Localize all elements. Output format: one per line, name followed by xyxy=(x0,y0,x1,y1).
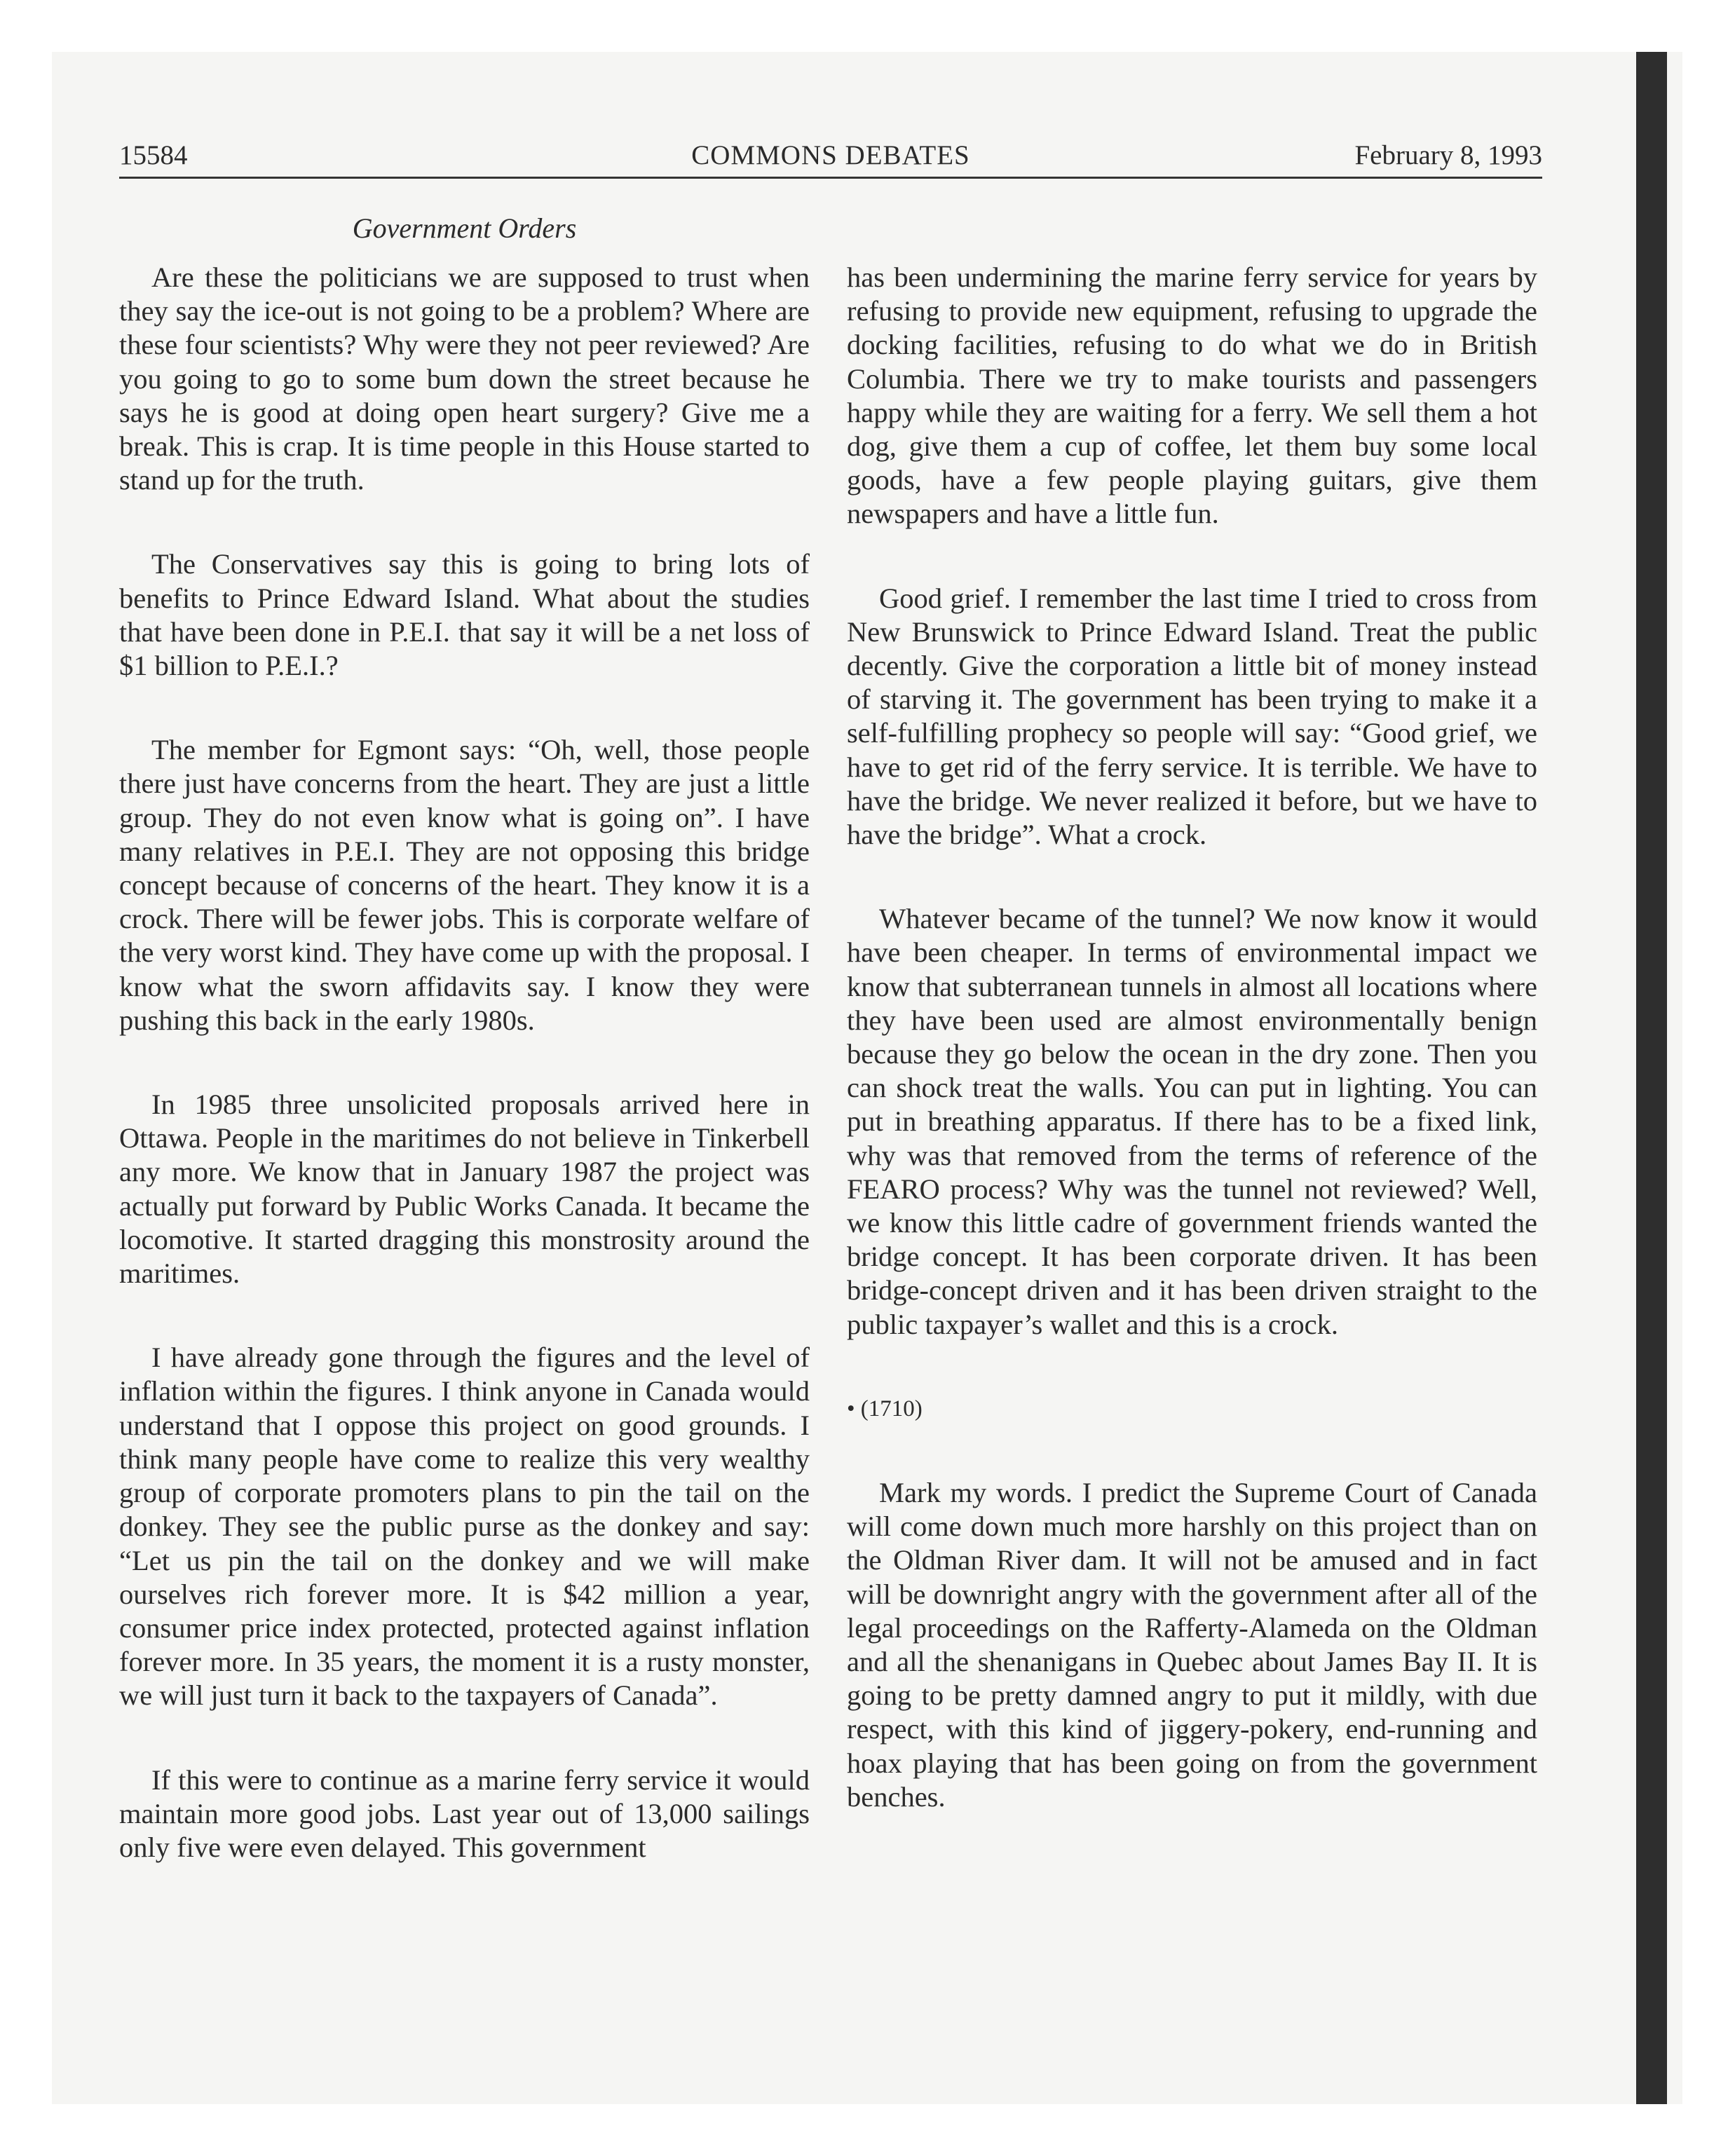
section-title: Government Orders xyxy=(352,212,577,244)
scan-edge-shadow xyxy=(1636,52,1667,2104)
paragraph: has been undermining the marine ferry service for years by refusing to provide new equipment, refusing to upgrade the docking facilities, refusing to do what we do in British Columbia. There we try to make tourists and passengers happy while they are waiting for a ferry. We sell them a hot dog, give them a cup of coffee, let them buy some local goods, have a few people playing guitars, give them newspapers and have a little fun. xyxy=(847,261,1537,530)
publication-title: COMMONS DEBATES xyxy=(691,140,970,170)
page-number: 15584 xyxy=(119,140,188,170)
time-marker: • (1710) xyxy=(847,1396,923,1421)
paragraph: Are these the politicians we are supposed to trust when they say the ice-out is not going to be a problem? Where are these four scientists? Why were they not peer reviewed? Are you going to go to some bum down the street because he says he is good at doing open heart surgery? Give me a break. This is crap. It is time people in this House started to stand up for the truth. xyxy=(119,261,810,496)
paragraph: Mark my words. I predict the Supreme Court of Canada will come down much more harshly on this project than on the Oldman River dam. It will not be amused and in fact will be downright angry with the government after all of the legal proceedings on the Rafferty-Alameda on the Oldman and all the shenanigans in Quebec about James Bay II. It is going to be pretty damned angry to put it mildly, with due respect, with this kind of jiggery-pokery, end-running and hoax playing that has been going on from the government benches. xyxy=(847,1476,1537,1813)
page-header xyxy=(119,137,1542,179)
paragraph: Whatever became of the tunnel? We now know it would have been cheaper. In terms of environmental impact we know that subterranean tunnels in almost all locations where they have been used are almost environmentally benign because they go below the ocean in the dry zone. Then you can shock treat the walls. You can put in lighting. You can put in breathing apparatus. If there has to be a fixed link, why was that removed from the terms of reference of the FEARO process? Why was the tunnel not reviewed? Well, we know this little cadre of government friends wanted the bridge concept. It has been corporate driven. It has been bridge-concept driven and it has been driven straight to the public taxpayer’s wallet and this is a crock. xyxy=(847,903,1537,1340)
publication-date: February 8, 1993 xyxy=(1354,140,1542,170)
paragraph: I have already gone through the figures and the level of inflation within the figures. I think anyone in Canada would understand that I oppose this project on good grounds. I think many people have come to realize this very wealthy group of corporate promoters plans to pin the tail on the donkey. They see the public purse as the donkey and say: “Let us pin the tail on the donkey and we will make ourselves rich forever more. It is $42 million a year, consumer price index protected, protected against inflation forever more. In 35 years, the moment it is a rusty monster, we will just turn it back to the taxpayers of Canada”. xyxy=(119,1342,810,1712)
left-column xyxy=(119,261,810,1864)
paragraph: Good grief. I remember the last time I tried to cross from New Brunswick to Prince Edward Island. Treat the public decently. Give the corporation a little bit of money instead of starving it. The government has been trying to make it a self-fulfilling prophecy so people will say: “Good grief, we have to get rid of the ferry service. It is terrible. We have to have the bridge. We never realized it before, but we have to have the bridge”. What a crock. xyxy=(847,582,1537,851)
paragraph: The Conservatives say this is going to bring lots of benefits to Prince Edward Island. What about the studies that have been done in P.E.I. that say it will be a net loss of $1 billion to P.E.I.? xyxy=(119,548,810,682)
paragraph: In 1985 three unsolicited proposals arrived here in Ottawa. People in the maritimes do not believe in Tinkerbell any more. We know that in January 1987 the project was actually put forward by Public Works Canada. It became the locomotive. It started dragging this monstrosity around the maritimes. xyxy=(119,1089,810,1290)
right-column xyxy=(847,261,1537,1814)
paragraph: The member for Egmont says: “Oh, well, those people there just have concerns from the heart. They are just a little group. They do not even know what is going on”. I have many relatives in P.E.I. They are not opposing this bridge concept because of concerns of the heart. They know it is a crock. There will be fewer jobs. This is corporate welfare of the very worst kind. They have come up with the proposal. I know what the sworn affidavits say. I know they were pushing this back in the early 1980s. xyxy=(119,734,810,1036)
paragraph: If this were to continue as a marine ferry service it would maintain more good jobs. Last year out of 13,000 sailings only five were even delayed. This government xyxy=(119,1763,810,1863)
